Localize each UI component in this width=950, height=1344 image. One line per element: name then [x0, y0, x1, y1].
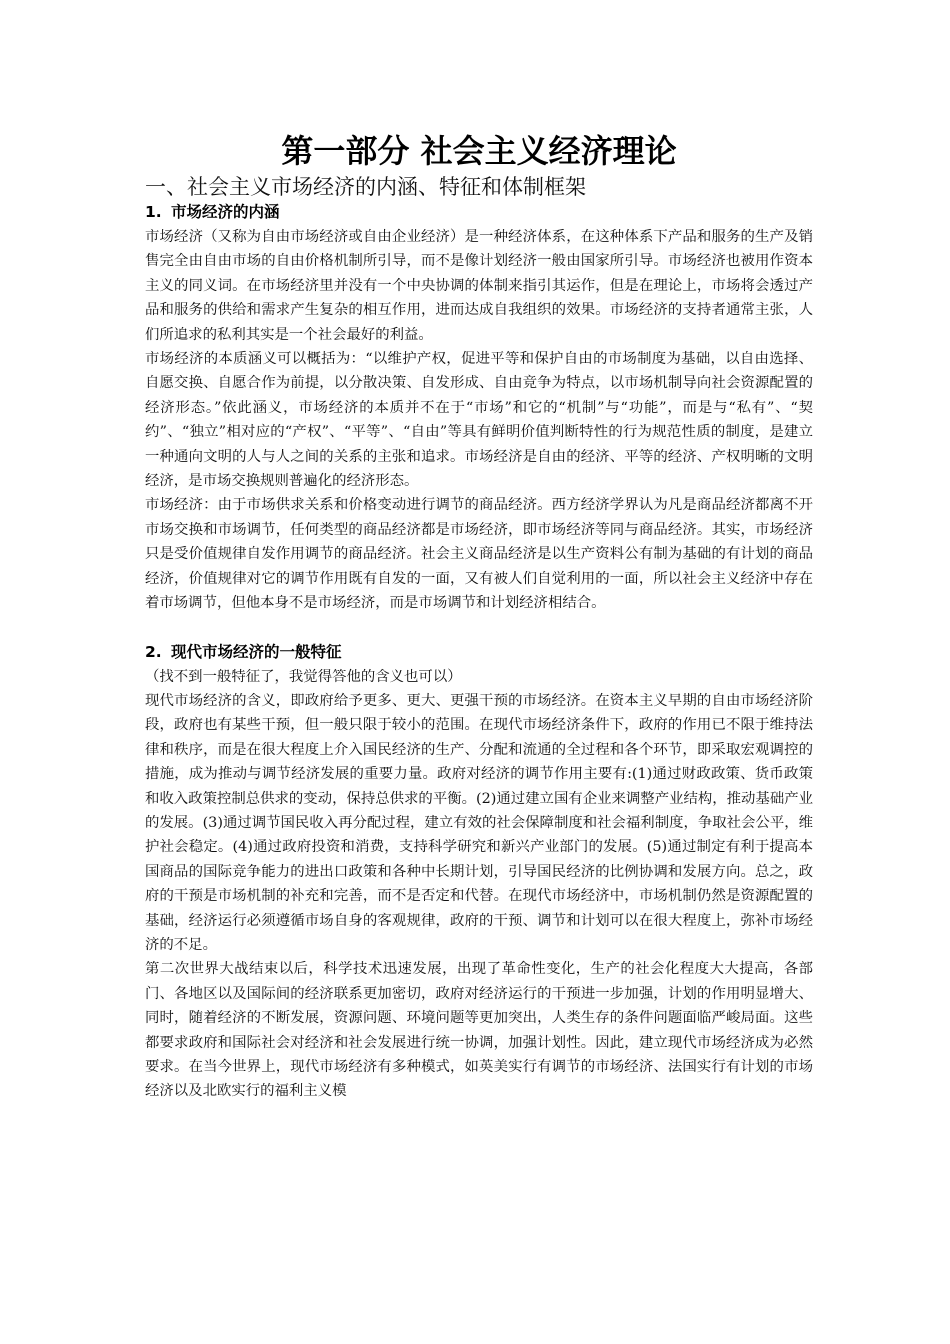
- section-heading: 一、社会主义市场经济的内涵、特征和体制框架: [145, 175, 586, 199]
- paragraph-market-economy-definition: 市场经济（又称为自由市场经济或自由企业经济）是一种经济体系，在这种体系下产品和服务的生产及销售完全由自由市场的自由价格机制所引导，而不是像计划经济一般由国家所引导。市场经济也被用作资本主义的同义词。在市场经济里并没有一个中央协调的体制来指引其运作，但是在理论上，市场将会透过产品和服务的供给和需求产生复杂的相互作用，进而达成自我组织的效果。市场经济的支持者通常主张，人们所追求的私利其实是一个社会最好的利益。: [145, 229, 813, 343]
- page-title: 第一部分 社会主义经济理论: [281, 132, 677, 170]
- subsection-1-number: 1.: [145, 203, 162, 221]
- subsection-1-heading: [145, 200, 813, 225]
- subsection-2-title: 现代市场经济的一般特征: [171, 642, 342, 661]
- paragraph-market-economy-essence: 市场经济的本质涵义可以概括为：“以维护产权，促进平等和保护自由的市场制度为基础，以自由选择、自愿交换、自愿合作为前提，以分散决策、自发形成、自由竞争为特点，以市场机制导向社会资源配置的经济形态。”依此涵义，市场经济的本质并不在于“市场”和它的“机制”与“功能”，而是与“私有”、“契约”、“独立”相对应的“产权”、“平等”、“自由”等具有鲜明价值判断特性的行为规范性质的制度，是建立一种通向文明的人与人之间的关系的主张和追求。市场经济是自由的经济、平等的经济、产权明晰的文明经济，是市场交换规则普遍化的经济形态。: [145, 351, 813, 490]
- paragraph-postwar-development: 第二次世界大战结束以后，科学技术迅速发展，出现了革命性变化，生产的社会化程度大大提高，各部门、各地区以及国际间的经济联系更加密切，政府对经济运行的干预进一步加强，计划的作用明显增大、同时，随着经济的不断发展，资源问题、环境问题等更加突出，人类生存的条件问题面临严峻局面。这些都要求政府和国际社会对经济和社会发展进行统一协调，加强计划性。因此，建立现代市场经济成为必然要求。在当今世界上，现代市场经济有多种模式，如英美实行有调节的市场经济、法国实行有计划的市场经济以及北欧实行的福利主义模: [145, 961, 813, 1100]
- paragraph-modern-market-economy: 现代市场经济的含义，即政府给予更多、更大、更强干预的市场经济。在资本主义早期的自由市场经济阶段，政府也有某些干预，但一般只限于较小的范围。在现代市场经济条件下，政府的作用已不限于维持法律和秩序，而是在很大程度上介入国民经济的生产、分配和流通的全过程和各个环节，即采取宏观调控的措施，成为推动与调节经济发展的重要力量。政府对经济的调节作用主要有:(1)通过财政政策、货币政策和收入政策控制总供求的变动，保持总供求的平衡。(2)通过建立国有企业来调整产业结构，推动基础产业的发展。(3)通过调节国民收入再分配过程，建立有效的社会保障制度和社会福利制度，争取社会公平，维护社会稳定。(4)通过政府投资和消费，支持科学研究和新兴产业部门的发展。(5)通过制定有利于提高本国商品的国际竞争能力的进出口政策和各种中长期计划，引导国民经济的比例协调和发展方向。总之，政府的干预是市场机制的补充和完善，而不是否定和代替。在现代市场经济中，市场机制仍然是资源配置的基础，经济运行必须遵循市场自身的客观规律，政府的干预、调节和计划可以在很大程度上，弥补市场经济的不足。: [145, 692, 813, 953]
- document-body: [145, 128, 813, 1104]
- paragraph-spacer: [145, 616, 813, 640]
- subsection-2-note: （找不到一般特征了，我觉得答他的含义也可以）: [145, 668, 462, 685]
- subsection-2-number: 2.: [145, 642, 162, 661]
- subsection-1-title: 市场经济的内涵: [171, 203, 280, 221]
- paragraph-market-economy-regulation: 市场经济：由于市场供求关系和价格变动进行调节的商品经济。西方经济学界认为凡是商品经济都离不开市场交换和市场调节，任何类型的商品经济都是市场经济，即市场经济等同与商品经济。其实，市场经济只是受价值规律自发作用调节的商品经济。社会主义商品经济是以生产资料公有制为基础的有计划的商品经济，价值规律对它的调节作用既有自发的一面，又有被人们自觉利用的一面，所以社会主义经济中存在着市场调节，但他本身不是市场经济，而是市场调节和计划经济相结合。: [145, 497, 813, 612]
- subsection-2-heading: [145, 640, 813, 665]
